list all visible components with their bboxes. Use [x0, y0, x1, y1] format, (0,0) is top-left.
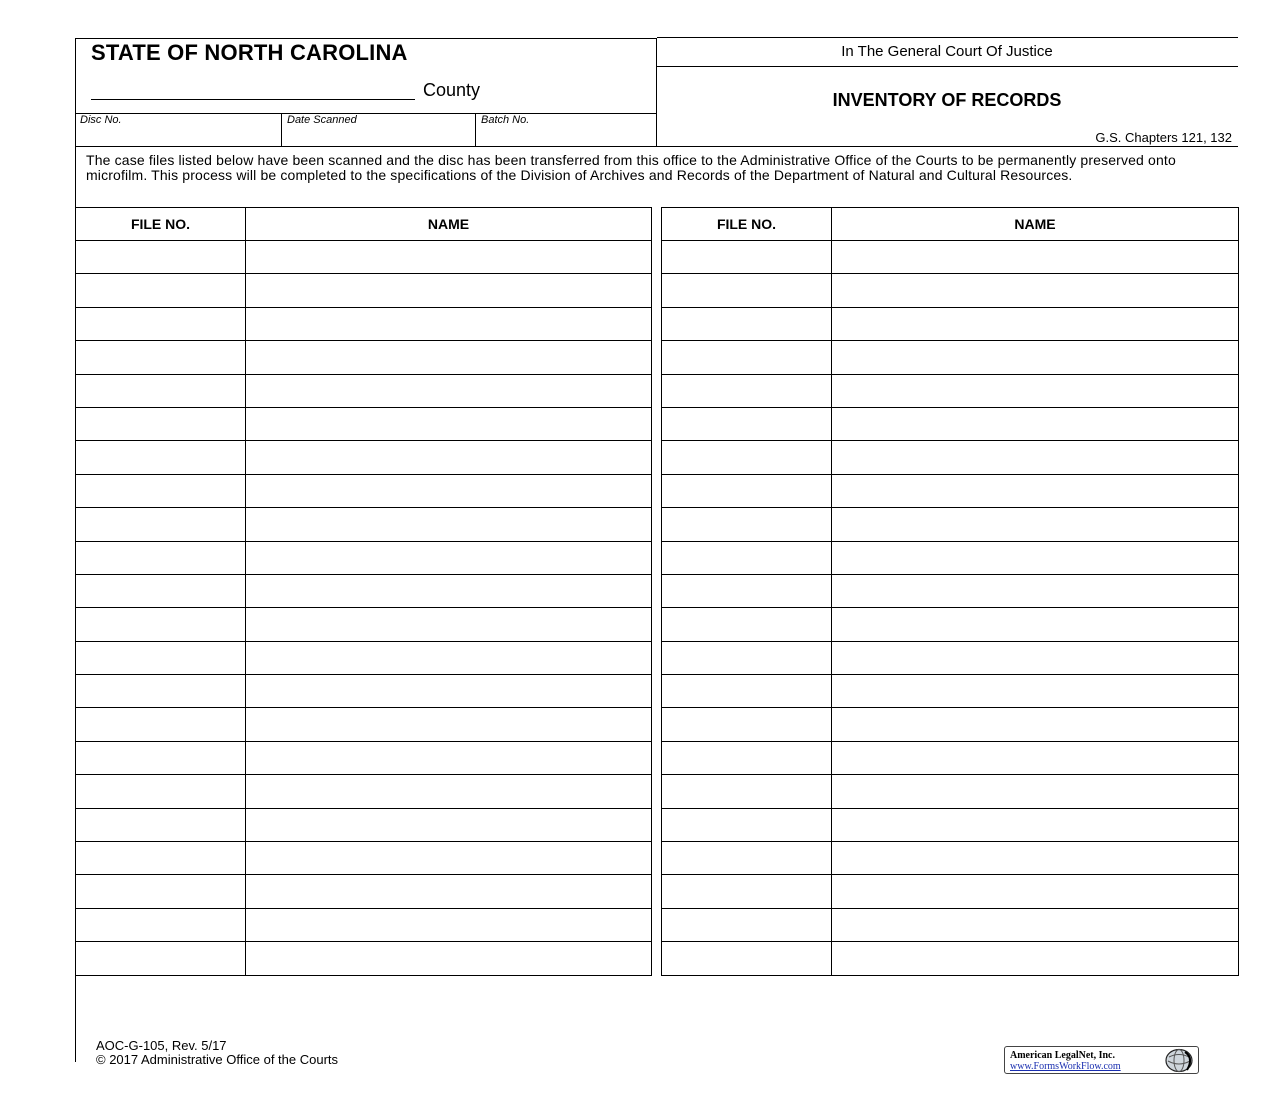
name-cell[interactable]: [246, 574, 652, 607]
table-row: [76, 741, 652, 774]
name-cell[interactable]: [246, 875, 652, 908]
table-row: [76, 474, 652, 507]
file-number-cell[interactable]: [662, 407, 832, 440]
file-number-cell[interactable]: [76, 341, 246, 374]
table-row: [76, 842, 652, 875]
name-cell[interactable]: [246, 641, 652, 674]
statute-reference: G.S. Chapters 121, 132: [1095, 130, 1232, 145]
table-row: [76, 708, 652, 741]
table-row: [76, 641, 652, 674]
name-cell[interactable]: [832, 274, 1239, 307]
name-cell[interactable]: [246, 775, 652, 808]
disc-number-field[interactable]: [76, 127, 280, 145]
disc-number-label: Disc No.: [80, 114, 122, 126]
copyright-notice: © 2017 Administrative Office of the Courts: [96, 1052, 339, 1067]
table-row: [662, 508, 1239, 541]
name-cell[interactable]: [246, 508, 652, 541]
vendor-url-link[interactable]: www.FormsWorkFlow.com: [1010, 1061, 1121, 1072]
table-row: [76, 908, 652, 941]
disc-row-top-line: [75, 113, 657, 114]
file-number-cell[interactable]: [76, 608, 246, 641]
file-number-cell[interactable]: [76, 875, 246, 908]
name-cell[interactable]: [246, 374, 652, 407]
name-cell[interactable]: [246, 842, 652, 875]
name-cell[interactable]: [246, 708, 652, 741]
name-cell[interactable]: [832, 875, 1239, 908]
name-cell[interactable]: [246, 908, 652, 941]
name-cell[interactable]: [832, 608, 1239, 641]
form-title: INVENTORY OF RECORDS: [832, 90, 1062, 110]
file-number-cell[interactable]: [76, 541, 246, 574]
file-number-cell[interactable]: [76, 842, 246, 875]
name-cell[interactable]: [832, 541, 1239, 574]
table-row: [76, 541, 652, 574]
file-number-cell[interactable]: [662, 708, 832, 741]
table-row: [662, 608, 1239, 641]
globe-icon: [1163, 1048, 1195, 1073]
table-row: [662, 241, 1239, 274]
name-cell[interactable]: [246, 407, 652, 440]
file-number-cell[interactable]: [76, 474, 246, 507]
name-cell[interactable]: [832, 775, 1239, 808]
file-number-cell[interactable]: [662, 808, 832, 841]
form-top-border-left: [75, 38, 657, 39]
name-cell[interactable]: [832, 708, 1239, 741]
name-cell[interactable]: [832, 307, 1239, 340]
table-row: [662, 307, 1239, 340]
table-row: [662, 474, 1239, 507]
name-cell[interactable]: [246, 541, 652, 574]
name-cell[interactable]: [832, 341, 1239, 374]
table-row: [662, 374, 1239, 407]
table-row: [76, 307, 652, 340]
file-number-cell[interactable]: [662, 274, 832, 307]
county-label: County: [423, 80, 481, 100]
file-number-cell[interactable]: [662, 541, 832, 574]
name-cell[interactable]: [832, 908, 1239, 941]
vendor-name: American LegalNet, Inc.: [1010, 1050, 1115, 1061]
file-number-cell[interactable]: [662, 241, 832, 274]
file-number-cell[interactable]: [76, 808, 246, 841]
file-number-cell[interactable]: [662, 908, 832, 941]
file-number-cell[interactable]: [76, 641, 246, 674]
table-row: [662, 574, 1239, 607]
batch-number-field[interactable]: [476, 127, 656, 145]
name-cell[interactable]: [832, 374, 1239, 407]
name-cell[interactable]: [832, 441, 1239, 474]
table-row: [662, 274, 1239, 307]
table-row: [76, 675, 652, 708]
court-title-divider: [657, 66, 1238, 67]
table-row: [76, 942, 652, 975]
state-title: STATE OF NORTH CAROLINA: [91, 40, 408, 65]
file-number-cell[interactable]: [76, 241, 246, 274]
name-header: NAME: [246, 208, 652, 241]
date-scanned-label: Date Scanned: [287, 114, 357, 126]
table-row: [662, 842, 1239, 875]
name-cell[interactable]: [246, 441, 652, 474]
table-row: [76, 374, 652, 407]
table-row: [662, 875, 1239, 908]
name-cell[interactable]: [246, 675, 652, 708]
table-row: [76, 574, 652, 607]
table-row: [662, 942, 1239, 975]
table-header-row: [76, 208, 652, 241]
table-row: [662, 908, 1239, 941]
file-number-cell[interactable]: [76, 942, 246, 975]
name-cell[interactable]: [832, 574, 1239, 607]
name-header: NAME: [832, 208, 1239, 241]
table-row: [76, 775, 652, 808]
name-cell[interactable]: [832, 942, 1239, 975]
file-number-cell[interactable]: [76, 908, 246, 941]
file-number-cell[interactable]: [76, 307, 246, 340]
table-row: [662, 708, 1239, 741]
table-row: [662, 641, 1239, 674]
name-cell[interactable]: [832, 474, 1239, 507]
records-table-right: [661, 207, 1239, 976]
table-row: [662, 741, 1239, 774]
name-cell[interactable]: [832, 675, 1239, 708]
file-number-cell[interactable]: [662, 942, 832, 975]
name-cell[interactable]: [832, 508, 1239, 541]
form-code: AOC-G-105, Rev. 5/17: [96, 1038, 227, 1053]
file-number-cell[interactable]: [662, 441, 832, 474]
file-number-cell[interactable]: [76, 274, 246, 307]
name-cell[interactable]: [246, 307, 652, 340]
date-scanned-field[interactable]: [282, 127, 474, 145]
name-cell[interactable]: [832, 741, 1239, 774]
name-cell[interactable]: [832, 407, 1239, 440]
table-row: [76, 274, 652, 307]
name-cell[interactable]: [246, 341, 652, 374]
table-row: [662, 541, 1239, 574]
file-number-cell[interactable]: [76, 374, 246, 407]
name-cell[interactable]: [246, 241, 652, 274]
file-number-header: FILE NO.: [76, 208, 246, 241]
file-number-cell[interactable]: [662, 675, 832, 708]
name-cell[interactable]: [246, 474, 652, 507]
table-row: [662, 675, 1239, 708]
table-row: [76, 508, 652, 541]
county-name-field[interactable]: [91, 99, 415, 100]
name-cell[interactable]: [832, 808, 1239, 841]
file-number-cell[interactable]: [76, 574, 246, 607]
file-number-cell[interactable]: [662, 341, 832, 374]
table-header-row: [662, 208, 1239, 241]
file-number-header: FILE NO.: [662, 208, 832, 241]
table-row: [76, 808, 652, 841]
header-bottom-line: [75, 146, 1238, 147]
name-cell[interactable]: [246, 608, 652, 641]
table-row: [662, 407, 1239, 440]
name-cell[interactable]: [246, 741, 652, 774]
name-cell[interactable]: [246, 808, 652, 841]
file-number-cell[interactable]: [662, 875, 832, 908]
table-row: [76, 608, 652, 641]
file-number-cell[interactable]: [76, 708, 246, 741]
file-number-cell[interactable]: [662, 508, 832, 541]
name-cell[interactable]: [832, 641, 1239, 674]
table-row: [76, 875, 652, 908]
table-row: [662, 775, 1239, 808]
file-number-cell[interactable]: [76, 675, 246, 708]
file-number-cell[interactable]: [662, 574, 832, 607]
batch-number-label: Batch No.: [481, 114, 530, 126]
file-number-cell[interactable]: [76, 407, 246, 440]
court-title: In The General Court Of Justice: [841, 43, 1053, 60]
name-cell[interactable]: [832, 241, 1239, 274]
file-number-cell[interactable]: [76, 508, 246, 541]
table-row: [662, 341, 1239, 374]
file-number-cell[interactable]: [662, 608, 832, 641]
name-cell[interactable]: [246, 274, 652, 307]
table-row: [76, 407, 652, 440]
file-number-cell[interactable]: [662, 374, 832, 407]
table-row: [76, 341, 652, 374]
file-number-cell[interactable]: [76, 441, 246, 474]
intro-paragraph: The case files listed below have been scanned and the disc has been transferred from this office to the Administrative Office of the Courts to be permanently preserved onto microfilm. This process will be completed to the specifications of the Division of Archives and Records of the Department of Natural and Cultural Resources.: [86, 152, 1176, 183]
file-number-cell[interactable]: [662, 842, 832, 875]
file-number-cell[interactable]: [76, 775, 246, 808]
table-row: [662, 441, 1239, 474]
name-cell[interactable]: [832, 842, 1239, 875]
file-number-cell[interactable]: [662, 775, 832, 808]
file-number-cell[interactable]: [76, 741, 246, 774]
file-number-cell[interactable]: [662, 307, 832, 340]
table-row: [76, 441, 652, 474]
file-number-cell[interactable]: [662, 741, 832, 774]
table-row: [76, 241, 652, 274]
name-cell[interactable]: [246, 942, 652, 975]
file-number-cell[interactable]: [662, 474, 832, 507]
form-top-border-right: [657, 37, 1238, 38]
table-row: [662, 808, 1239, 841]
records-table-left: [75, 207, 652, 976]
file-number-cell[interactable]: [662, 641, 832, 674]
